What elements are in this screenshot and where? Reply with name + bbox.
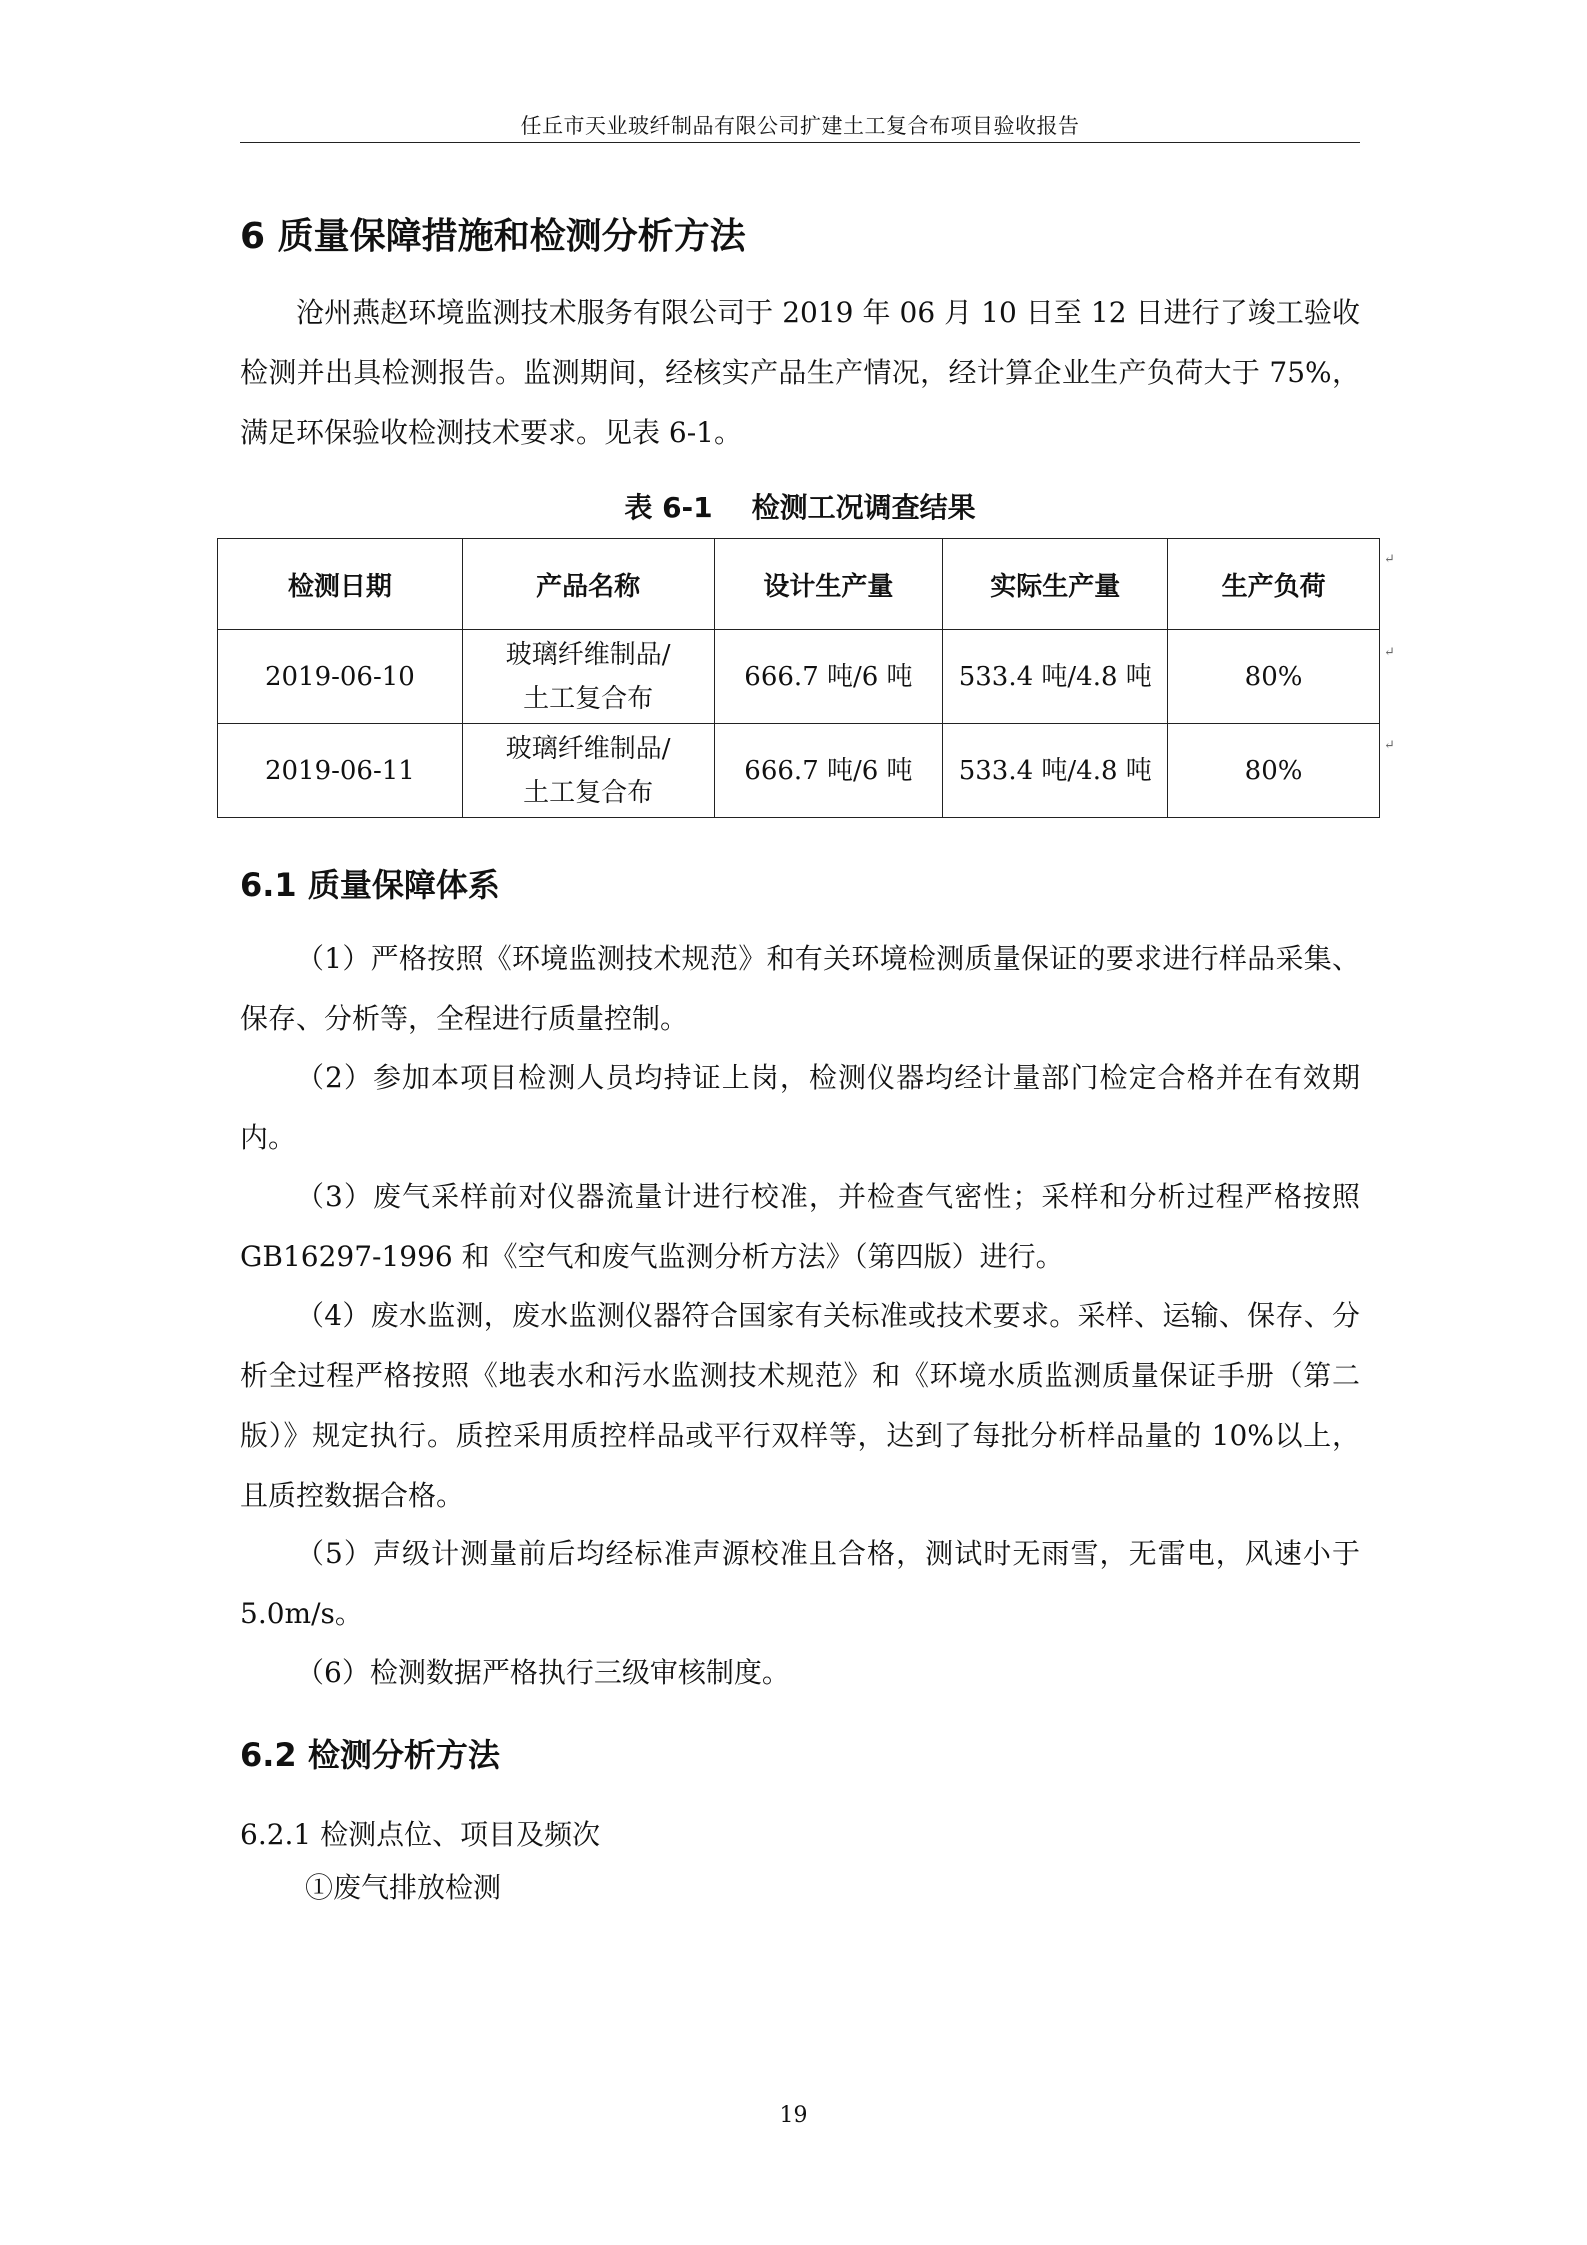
cell-design: 666.7 吨/6 吨 [714, 630, 943, 724]
row-end-mark: ↵ [1384, 552, 1395, 567]
cell-load: 80% [1168, 724, 1380, 818]
sub-subsection-title: 6.2.1 检测点位、项目及频次 [240, 1818, 601, 1851]
column-header-load: 生产负荷 [1168, 539, 1380, 630]
row-end-mark: ↵ [1384, 645, 1395, 660]
table-caption: 表 6-1 检测工况调查结果 [624, 491, 976, 524]
cell-design: 666.7 吨/6 吨 [714, 724, 943, 818]
cell-product [462, 630, 714, 724]
qa-item: （4）废水监测，废水监测仪器符合国家有关标准或技术要求。采样、运输、保存、分析全过程严格按照《地表水和污水监测技术规范》和《环境水质监测质量保证手册（第二版）》规定执行。质控采用质控样品或平行双样等，达到了每批分析样品量的 10%以上，且质控数据合格。 [240, 1299, 1360, 1512]
intro-paragraph: 沧州燕赵环境监测技术服务有限公司于 2019 年 06 月 10 日至 12 日进行了竣工验收检测并出具检测报告。监测期间，经核实产品生产情况，经计算企业生产负荷大于 75%，满足环保验收检测技术要求。见表 6-1。 [240, 296, 1360, 449]
table-row [218, 630, 1380, 724]
method-item: ①废气排放检测 [305, 1871, 502, 1904]
cell-load: 80% [1168, 630, 1380, 724]
running-header: 任丘市天业玻纤制品有限公司扩建土工复合布项目验收报告 [520, 114, 1080, 138]
cell-actual: 533.4 吨/4.8 吨 [943, 724, 1168, 818]
qa-item: （2）参加本项目检测人员均持证上岗，检测仪器均经计量部门检定合格并在有效期内。 [240, 1061, 1360, 1154]
cell-date: 2019-06-11 [218, 724, 463, 818]
row-end-mark: ↵ [1384, 738, 1395, 753]
condition-table [217, 538, 1380, 818]
column-header-date: 检测日期 [218, 539, 463, 630]
table-header-row [218, 539, 1380, 630]
product-line-2: 土工复合布 [523, 777, 654, 808]
qa-item: （3）废气采样前对仪器流量计进行校准，并检查气密性；采样和分析过程严格按照 GB16297-1996 和《空气和废气监测分析方法》（第四版）进行。 [240, 1180, 1360, 1273]
subsection-title-methods: 6.2 检测分析方法 [240, 1736, 500, 1774]
column-header-design: 设计生产量 [714, 539, 943, 630]
cell-actual: 533.4 吨/4.8 吨 [943, 630, 1168, 724]
column-header-product: 产品名称 [462, 539, 714, 630]
product-line-1: 玻璃纤维制品/ [505, 639, 671, 670]
subsection-title-qa: 6.1 质量保障体系 [240, 866, 500, 904]
qa-item: （1）严格按照《环境监测技术规范》和有关环境检测质量保证的要求进行样品采集、保存、分析等，全程进行质量控制。 [240, 942, 1360, 1035]
column-header-actual: 实际生产量 [943, 539, 1168, 630]
product-line-1: 玻璃纤维制品/ [505, 733, 671, 764]
cell-date: 2019-06-10 [218, 630, 463, 724]
table-row [218, 724, 1380, 818]
qa-item: （6）检测数据严格执行三级审核制度。 [296, 1656, 790, 1689]
product-line-2: 土工复合布 [523, 683, 654, 714]
section-title: 6 质量保障措施和检测分析方法 [240, 216, 746, 257]
cell-product [462, 724, 714, 818]
qa-item: （5）声级计测量前后均经标准声源校准且合格，测试时无雨雪，无雷电，风速小于 5.0m/s。 [240, 1537, 1360, 1630]
page-number: 19 [779, 2103, 808, 2128]
header-divider [240, 142, 1360, 143]
